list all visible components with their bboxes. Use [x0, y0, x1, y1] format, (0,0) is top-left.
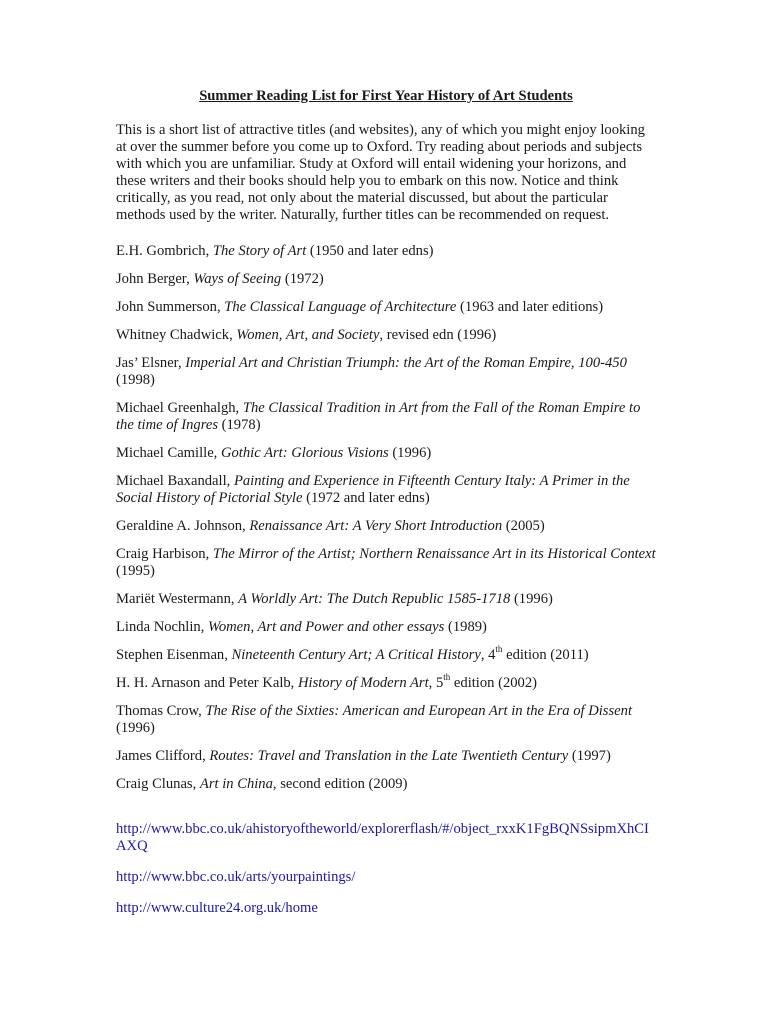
- entry-edition: edition (2002): [450, 675, 538, 691]
- entry-details: (1978): [218, 417, 261, 433]
- entry-details: , 5: [428, 675, 444, 691]
- entry-details: (1998): [116, 372, 155, 388]
- reading-list-entry: [116, 672, 656, 692]
- entry-title: Routes: Travel and Translation in the Late Twentieth Century: [209, 748, 569, 764]
- reading-list-entry: [116, 355, 656, 389]
- entry-details: (2005): [502, 518, 545, 534]
- entry-details: , second edition (2009): [272, 776, 408, 792]
- entry-author: Michael Camille,: [116, 445, 221, 461]
- entry-details: (1989): [444, 619, 487, 635]
- entry-author: Mariët Westermann,: [116, 591, 239, 607]
- entry-title: The Story of Art: [212, 243, 307, 259]
- entry-author: Michael Greenhalgh,: [116, 400, 243, 416]
- reading-list: [116, 243, 656, 793]
- document-page: [116, 88, 656, 931]
- entry-title: Renaissance Art: A Very Short Introduction: [249, 518, 503, 534]
- entry-author: Craig Harbison,: [116, 546, 213, 562]
- website-link[interactable]: http://www.bbc.co.uk/ahistoryoftheworld/explorerflash/#/object_rxxK1FgBQNSsipmXhCIAXQ: [116, 821, 649, 854]
- entry-details: , revised edn (1996): [379, 327, 497, 343]
- entry-details: (1972): [281, 271, 324, 287]
- entry-title: Art in China: [199, 776, 273, 792]
- website-link[interactable]: http://www.bbc.co.uk/arts/yourpaintings/: [116, 869, 356, 885]
- entry-author: Geraldine A. Johnson,: [116, 518, 250, 534]
- reading-list-entry: [116, 748, 656, 765]
- entry-title: Painting and Experience in Fifteenth Century Italy: A Primer in the Social History of Pictorial Style: [116, 473, 630, 506]
- entry-author: Michael Baxandall,: [116, 473, 234, 489]
- entry-author: H. H. Arnason and Peter Kalb,: [116, 675, 298, 691]
- entry-details: (1950 and later edns): [306, 243, 434, 259]
- website-link[interactable]: http://www.culture24.org.uk/home: [116, 900, 318, 916]
- entry-author: E.H. Gombrich,: [116, 243, 213, 259]
- entry-ordinal-suffix: th: [443, 672, 451, 683]
- reading-list-entry: [116, 299, 656, 316]
- reading-list-entry: [116, 473, 656, 507]
- entry-details: (1997): [568, 748, 611, 764]
- entry-edition: edition (2011): [502, 647, 589, 663]
- entry-ordinal-suffix: th: [495, 644, 503, 655]
- website-links: [116, 821, 656, 917]
- entry-details: (1972 and later edns): [302, 490, 430, 506]
- entry-author: Stephen Eisenman,: [116, 647, 232, 663]
- entry-author: John Summerson,: [116, 299, 225, 315]
- reading-list-entry: [116, 546, 656, 580]
- entry-author: James Clifford,: [116, 748, 210, 764]
- entry-details: , 4: [480, 647, 496, 663]
- entry-title: Gothic Art: Glorious Visions: [220, 445, 389, 461]
- entry-title: Nineteenth Century Art; A Critical History: [231, 647, 481, 663]
- entry-title: Imperial Art and Christian Triumph: the Art of the Roman Empire, 100-450: [185, 355, 627, 371]
- entry-details: (1996): [116, 720, 155, 736]
- entry-author: John Berger,: [116, 271, 194, 287]
- entry-details: (1996): [388, 445, 432, 461]
- reading-list-entry: [116, 243, 656, 260]
- entry-title: The Mirror of the Artist; Northern Renaissance Art in its Historical Context: [212, 546, 656, 562]
- entry-title: Women, Art and Power and other essays: [208, 619, 445, 635]
- entry-title: Ways of Seeing: [193, 271, 282, 287]
- entry-author: Jas’ Elsner,: [116, 355, 186, 371]
- entry-author: Craig Clunas,: [116, 776, 200, 792]
- entry-title: History of Modern Art: [297, 675, 429, 691]
- entry-details: (1996): [510, 591, 553, 607]
- reading-list-entry: [116, 271, 656, 288]
- entry-title: Women, Art, and Society: [236, 327, 380, 343]
- entry-title: A Worldly Art: The Dutch Republic 1585-1718: [238, 591, 511, 607]
- entry-title: The Classical Language of Architecture: [224, 299, 457, 315]
- entry-title: The Classical Tradition in Art from the Fall of the Roman Empire to the time of Ingres: [116, 400, 641, 433]
- reading-list-entry: [116, 327, 656, 344]
- entry-author: Linda Nochlin,: [116, 619, 209, 635]
- page-title: Summer Reading List for First Year History of Art Students: [199, 88, 573, 104]
- entry-title: The Rise of the Sixties: American and European Art in the Era of Dissent: [205, 703, 632, 719]
- entry-author: Thomas Crow,: [116, 703, 206, 719]
- reading-list-entry: [116, 445, 656, 462]
- intro-paragraph: This is a short list of attractive titles (and websites), any of which you might enjoy looking at over the summer before you come up to Oxford. Try reading about periods and subjects with which you are unfamiliar. Study at Oxford will entail widening your horizons, and these writers and their books should help you to embark on this now. Notice and think critically, as you read, not only about the material discussed, but about the particular methods used by the writer. Naturally, further titles can be recommended on request.: [116, 122, 645, 223]
- reading-list-entry: [116, 703, 656, 737]
- reading-list-entry: [116, 518, 656, 535]
- entry-author: Whitney Chadwick,: [116, 327, 237, 343]
- entry-details: (1995): [116, 563, 155, 579]
- reading-list-entry: [116, 644, 656, 664]
- entry-details: (1963 and later editions): [456, 299, 604, 315]
- reading-list-entry: [116, 400, 656, 434]
- reading-list-entry: [116, 619, 656, 636]
- reading-list-entry: [116, 776, 656, 793]
- reading-list-entry: [116, 591, 656, 608]
